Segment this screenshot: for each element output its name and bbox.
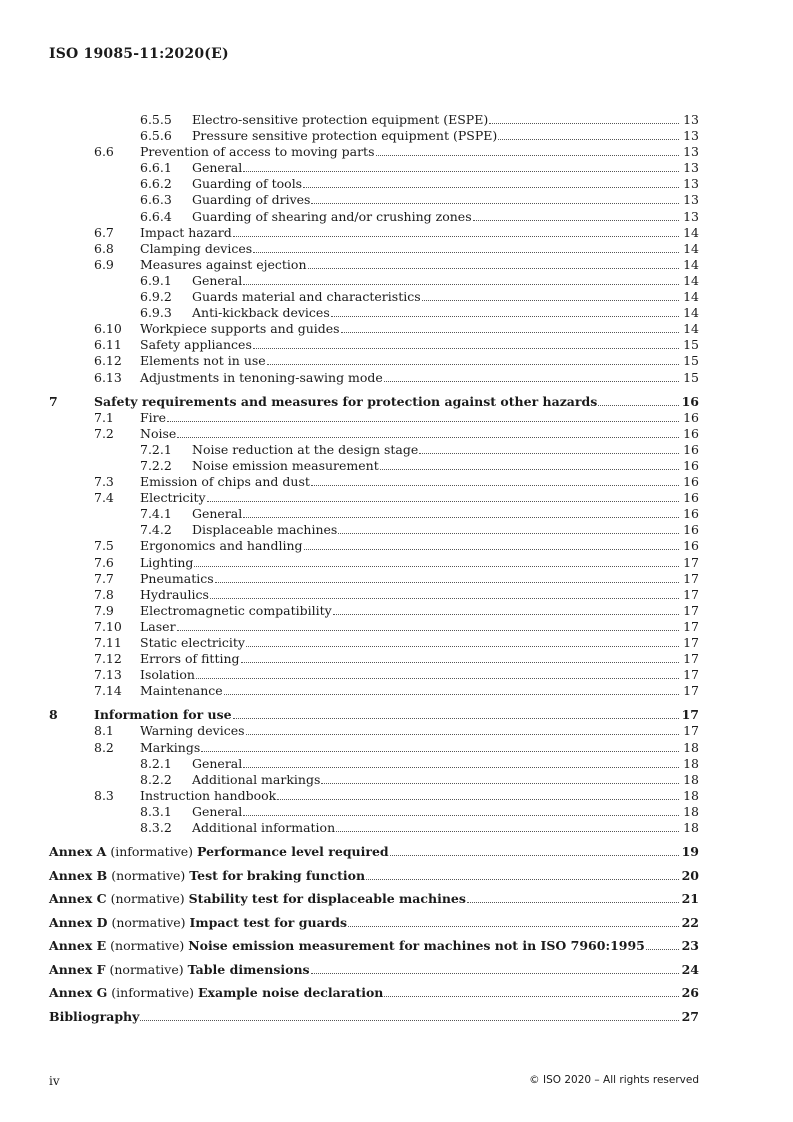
toc-entry-page: 17 (683, 554, 699, 570)
toc-entry-number: 7.8 (94, 586, 114, 602)
toc-entry[interactable] (49, 458, 699, 474)
toc-entry-title: Elements not in use (140, 353, 266, 369)
toc-entry-page: 17 (681, 707, 699, 723)
dot-leader (473, 220, 679, 221)
toc-entry-title: Fire (140, 409, 167, 425)
toc-entry-number: 7.6 (94, 554, 114, 570)
toc-entry-page: 17 (683, 683, 699, 699)
toc-entry-title: Anti-kickback devices (192, 305, 330, 321)
dot-leader (331, 316, 679, 317)
document-id-header: ISO 19085-11:2020(E) (49, 46, 229, 62)
dot-leader (380, 469, 679, 470)
toc-entry-page: 17 (683, 602, 699, 618)
toc-entry-page: 16 (683, 474, 699, 490)
dot-leader (419, 453, 679, 454)
toc-entry-title: Pressure sensitive protection equipment (PSPE) (192, 128, 498, 144)
toc-entry-title: Laser (140, 618, 176, 634)
toc-entry-number: 7.14 (94, 683, 122, 699)
dot-leader (243, 284, 679, 285)
toc-entry[interactable] (49, 740, 699, 756)
toc-entry-page: 16 (683, 522, 699, 538)
toc-entry-number: 6.8 (94, 240, 114, 256)
dot-leader (194, 566, 679, 567)
toc-entry-number: 6.9.1 (140, 272, 172, 288)
toc-entry-page: 13 (683, 112, 699, 127)
toc-entry-page: 26 (681, 985, 699, 1001)
toc-annex-entry[interactable] (49, 911, 699, 935)
toc-entry[interactable] (49, 209, 699, 225)
annex-label: Annex C (49, 891, 107, 907)
dot-leader (177, 630, 679, 631)
toc-entry-number: 7.3 (94, 474, 114, 490)
toc-entry-page: 17 (683, 635, 699, 650)
toc-entry-page: 17 (683, 651, 699, 667)
toc-entry-page: 18 (683, 739, 699, 755)
annex-title: Performance level required (197, 844, 389, 860)
toc-entry-number: 6.6.2 (140, 176, 172, 192)
toc-entry-number: 7.7 (94, 570, 114, 586)
toc-entry-page: 14 (683, 224, 699, 240)
toc-entry[interactable] (49, 144, 699, 160)
toc-entry-title: Pneumatics (140, 570, 214, 586)
toc-entry[interactable] (49, 160, 699, 176)
dot-leader (489, 123, 679, 124)
dot-leader (321, 783, 679, 784)
toc-entry[interactable] (49, 587, 699, 603)
dot-leader (646, 949, 679, 950)
toc-entry-title: Static electricity (140, 635, 245, 650)
toc-entry[interactable] (49, 635, 699, 651)
toc-annex-entry[interactable] (49, 981, 699, 1005)
toc-entry[interactable] (49, 426, 699, 442)
annex-type: (normative) (111, 867, 186, 883)
annex-type: (normative) (110, 891, 185, 907)
annex-title: Stability test for displaceable machines (188, 891, 466, 907)
dot-leader (384, 996, 679, 997)
dot-leader (253, 348, 679, 349)
toc-entry-title: Instruction handbook (140, 787, 277, 803)
toc-entry[interactable] (49, 289, 699, 305)
toc-entry-page: 18 (683, 771, 699, 787)
toc-entry-title: Warning devices (140, 723, 245, 739)
annex-label: Annex F (49, 961, 106, 977)
toc-entry[interactable] (49, 667, 699, 683)
toc-entry-number: 6.6.3 (140, 192, 172, 208)
dot-leader (311, 485, 679, 486)
dot-leader (384, 381, 679, 382)
toc-entry-number: 7.5 (94, 538, 114, 554)
toc-entry-title: Clamping devices (140, 240, 253, 256)
annex-label: Annex E (49, 938, 107, 954)
toc-entry[interactable] (49, 490, 699, 506)
annex-title: Impact test for guards (189, 914, 348, 930)
annex-label: Annex D (49, 914, 108, 930)
toc-entry[interactable] (49, 337, 699, 353)
toc-entry-title: Additional information (192, 820, 336, 836)
toc-entry-page: 19 (681, 844, 699, 860)
toc-entry-title: Safety requirements and measures for protection against other hazards (94, 393, 598, 409)
toc-entry-number: 6.9.2 (140, 289, 172, 305)
toc-entry-number: 7 (49, 393, 58, 409)
toc-entry-title: Isolation (140, 667, 195, 683)
toc-entry-title: Guards material and characteristics (192, 289, 421, 305)
toc-entry-title: Electromagnetic compatibility (140, 602, 332, 618)
dot-leader (311, 973, 679, 974)
dot-leader (277, 799, 679, 800)
toc-entry-number: 6.6.1 (140, 160, 172, 176)
toc-entry-number: 6.13 (94, 369, 122, 385)
dot-leader (304, 549, 679, 550)
toc-entry[interactable] (49, 353, 699, 369)
toc-entry[interactable] (49, 321, 699, 337)
dot-leader (598, 405, 679, 406)
toc-entry-number: 8.3.2 (140, 820, 172, 836)
annex-type: (informative) (111, 985, 195, 1001)
toc-entry-page: 18 (683, 820, 699, 836)
toc-entry[interactable] (49, 442, 699, 458)
toc-entry[interactable] (49, 788, 699, 804)
copyright-notice: © ISO 2020 – All rights reserved (529, 1074, 699, 1086)
dot-leader (140, 1020, 679, 1021)
dot-leader (308, 268, 679, 269)
toc-entry-number: 7.4.1 (140, 506, 172, 522)
toc-entry-number: 7.2.1 (140, 441, 172, 457)
toc-entry-title: Adjustments in tenoning-sawing mode (140, 369, 383, 385)
toc-entry[interactable] (49, 112, 699, 128)
toc-entry[interactable] (49, 273, 699, 289)
annex-type: (informative) (110, 844, 194, 860)
toc-entry-page: 14 (683, 321, 699, 337)
toc-entry-page: 14 (683, 289, 699, 305)
toc-entry[interactable] (49, 410, 699, 426)
toc-entry-title: Guarding of tools (192, 176, 303, 192)
dot-leader (348, 926, 679, 927)
annex-type: (normative) (111, 914, 186, 930)
toc-entry-number: 6.11 (94, 337, 122, 353)
toc-entry-page: 16 (683, 409, 699, 425)
dot-leader (390, 855, 679, 856)
dot-leader (215, 582, 679, 583)
toc-entry-page: 16 (683, 457, 699, 473)
toc-entry-page: 14 (683, 305, 699, 321)
toc-entry-number: 6.5.5 (140, 112, 172, 127)
dot-leader (341, 332, 679, 333)
toc-entry-page: 13 (683, 128, 699, 144)
toc-entry-title: Maintenance (140, 683, 223, 699)
toc-entry-page: 22 (681, 914, 699, 930)
toc-entry-page: 24 (681, 961, 699, 977)
dot-leader (333, 614, 679, 615)
toc-entry-title: General (192, 803, 243, 819)
toc-entry-number: 8.3 (94, 787, 114, 803)
toc-entry[interactable] (49, 192, 699, 208)
toc-entry[interactable] (49, 506, 699, 522)
dot-leader (246, 734, 679, 735)
dot-leader (467, 902, 679, 903)
dot-leader (243, 815, 679, 816)
toc-entry-page: 14 (683, 272, 699, 288)
toc-entry-title: General (192, 755, 243, 771)
annex-label: Annex G (49, 985, 108, 1001)
bibliography-title: Bibliography (49, 1008, 140, 1024)
dot-leader (167, 421, 679, 422)
toc-entry-number: 8.1 (94, 723, 114, 739)
toc-entry-number: 6.7 (94, 224, 114, 240)
dot-leader (253, 252, 679, 253)
toc-entry-number: 8.2.2 (140, 771, 172, 787)
dot-leader (376, 155, 680, 156)
toc-entry-page: 16 (683, 425, 699, 441)
toc-annex-entry[interactable] (49, 958, 699, 982)
toc-annex-entry[interactable] (49, 864, 699, 888)
toc-entry-number: 7.11 (94, 635, 122, 650)
toc-annex-entry[interactable] (49, 934, 699, 958)
toc-entry-page: 15 (683, 337, 699, 353)
toc-entry[interactable] (49, 651, 699, 667)
toc-entry-title: Hydraulics (140, 586, 209, 602)
toc-entry-title: Noise emission measurement (192, 457, 379, 473)
toc-entry-page: 16 (683, 538, 699, 554)
toc-entry-number: 7.2.2 (140, 457, 172, 473)
toc-entry-page: 13 (683, 160, 699, 176)
toc-entry-number: 6.9.3 (140, 305, 172, 321)
toc-entry[interactable] (49, 603, 699, 619)
dot-leader (243, 171, 679, 172)
toc-entry-page: 15 (683, 353, 699, 369)
annex-title: Example noise declaration (198, 985, 384, 1001)
toc-bibliography-entry[interactable] (49, 1005, 699, 1029)
toc-entry-number: 7.12 (94, 651, 122, 667)
toc-entry[interactable] (49, 772, 699, 788)
toc-entry-page: 16 (683, 441, 699, 457)
toc-annex-entry[interactable] (49, 840, 699, 864)
toc-entry-title: Workpiece supports and guides (140, 321, 340, 337)
toc-entry-page: 27 (681, 1008, 699, 1024)
toc-entry[interactable] (49, 538, 699, 554)
toc-entry[interactable] (49, 804, 699, 820)
toc-entry-number: 6.10 (94, 321, 122, 337)
toc-entry-title: Information for use (94, 707, 232, 723)
toc-entry-title: Errors of fitting (140, 651, 240, 667)
toc-entry-title: Safety appliances (140, 337, 252, 353)
annex-type: (normative) (109, 961, 184, 977)
toc-entry[interactable] (49, 128, 699, 144)
toc-entry-page: 15 (683, 369, 699, 385)
toc-entry-page: 18 (683, 787, 699, 803)
dot-leader (498, 139, 679, 140)
dot-leader (366, 879, 679, 880)
toc-entry-number: 7.4.2 (140, 522, 172, 538)
dot-leader (422, 300, 679, 301)
dot-leader (233, 236, 679, 237)
toc-entry-number: 8.2.1 (140, 755, 172, 771)
toc-entry-number: 8.3.1 (140, 803, 172, 819)
toc-entry[interactable] (49, 241, 699, 257)
dot-leader (243, 517, 679, 518)
annex-type: (normative) (110, 938, 185, 954)
toc-entry-page: 17 (683, 667, 699, 683)
toc-entry[interactable] (49, 522, 699, 538)
toc-entry-title: Electro-sensitive protection equipment (ESPE) (192, 112, 489, 127)
toc-entry-title: Ergonomics and handling (140, 538, 303, 554)
toc-entry[interactable] (49, 555, 699, 571)
dot-leader (311, 203, 679, 204)
toc-entry[interactable] (49, 257, 699, 273)
toc-entry-page: 16 (683, 506, 699, 522)
toc-entry-title: Measures against ejection (140, 256, 307, 272)
toc-entry[interactable] (49, 370, 699, 386)
annex-title: Noise emission measurement for machines not in ISO 7960:1995 (188, 938, 645, 954)
toc-entry-page: 18 (683, 755, 699, 771)
dot-leader (246, 646, 679, 647)
toc-entry-page: 17 (683, 723, 699, 739)
toc-entry-title: Electricity (140, 490, 206, 506)
toc-entry[interactable] (49, 683, 699, 699)
toc-entry-number: 8.2 (94, 739, 114, 755)
toc-entry-number: 7.10 (94, 618, 122, 634)
dot-leader (233, 718, 679, 719)
toc-entry[interactable] (49, 394, 699, 410)
toc-entry-page: 17 (683, 570, 699, 586)
toc-entry-page: 13 (683, 176, 699, 192)
toc-entry-page: 13 (683, 192, 699, 208)
annex-label: Annex B (49, 867, 108, 883)
toc-entry-number: 6.6.4 (140, 208, 172, 224)
toc-entry-page: 21 (681, 891, 699, 907)
toc-entry-page: 13 (683, 208, 699, 224)
toc-entry-page: 20 (681, 867, 699, 883)
annex-title: Test for braking function (189, 867, 366, 883)
toc-entry[interactable] (49, 707, 699, 723)
toc-entry-title: General (192, 272, 243, 288)
dot-leader (241, 662, 679, 663)
toc-annex-entry[interactable] (49, 887, 699, 911)
toc-entry-title: Emission of chips and dust (140, 474, 310, 490)
toc-entry-title: Prevention of access to moving parts (140, 144, 375, 160)
dot-leader (210, 598, 679, 599)
toc-entry-number: 8 (49, 707, 58, 723)
dot-leader (303, 187, 679, 188)
toc-entry-number: 6.5.6 (140, 128, 172, 144)
toc-entry-page: 23 (681, 938, 699, 954)
toc-entry-title: Guarding of shearing and/or crushing zones (192, 208, 472, 224)
dot-leader (196, 678, 679, 679)
toc-entry-page: 16 (683, 490, 699, 506)
dot-leader (336, 831, 679, 832)
toc-entry-page: 17 (683, 618, 699, 634)
toc-entry-page: 13 (683, 144, 699, 160)
toc-entry[interactable] (49, 820, 699, 836)
toc-entry-title: Impact hazard (140, 224, 232, 240)
toc-entry-title: General (192, 160, 243, 176)
page-number: iv (49, 1074, 60, 1088)
toc-entry-title: General (192, 506, 243, 522)
annex-label: Annex A (49, 844, 107, 860)
toc-entry[interactable] (49, 756, 699, 772)
toc-entry[interactable] (49, 305, 699, 321)
annex-title: Table dimensions (187, 961, 310, 977)
toc-entry-page: 14 (683, 240, 699, 256)
toc-entry-page: 18 (683, 803, 699, 819)
dot-leader (177, 437, 679, 438)
dot-leader (224, 694, 679, 695)
toc-entry-number: 7.4 (94, 490, 114, 506)
toc-entry-title: Guarding of drives (192, 192, 311, 208)
toc-entry-number: 6.12 (94, 353, 122, 369)
toc-entry[interactable] (49, 571, 699, 587)
toc-entry[interactable] (49, 176, 699, 192)
toc-entry-number: 6.6 (94, 144, 114, 160)
toc-entry-number: 7.9 (94, 602, 114, 618)
dot-leader (201, 751, 679, 752)
toc-entry-page: 14 (683, 256, 699, 272)
dot-leader (267, 364, 679, 365)
toc-entry[interactable] (49, 723, 699, 739)
toc-entry-title: Displaceable machines (192, 522, 338, 538)
toc-entry-title: Markings (140, 739, 201, 755)
toc-entry-title: Noise reduction at the design stage (192, 441, 419, 457)
dot-leader (338, 533, 679, 534)
dot-leader (207, 501, 679, 502)
toc-entry-title: Additional markings (192, 771, 321, 787)
toc-entry-number: 7.1 (94, 409, 114, 425)
toc-entry-page: 17 (683, 586, 699, 602)
toc-entry[interactable] (49, 474, 699, 490)
dot-leader (243, 767, 679, 768)
toc-entry[interactable] (49, 619, 699, 635)
toc-entry-number: 7.13 (94, 667, 122, 683)
toc-entry[interactable] (49, 225, 699, 241)
toc-entry-page: 16 (681, 393, 699, 409)
table-of-contents (49, 112, 699, 1028)
toc-entry-number: 6.9 (94, 256, 114, 272)
toc-entry-number: 7.2 (94, 425, 114, 441)
toc-entry-title: Noise (140, 425, 177, 441)
toc-entry-title: Lighting (140, 554, 194, 570)
